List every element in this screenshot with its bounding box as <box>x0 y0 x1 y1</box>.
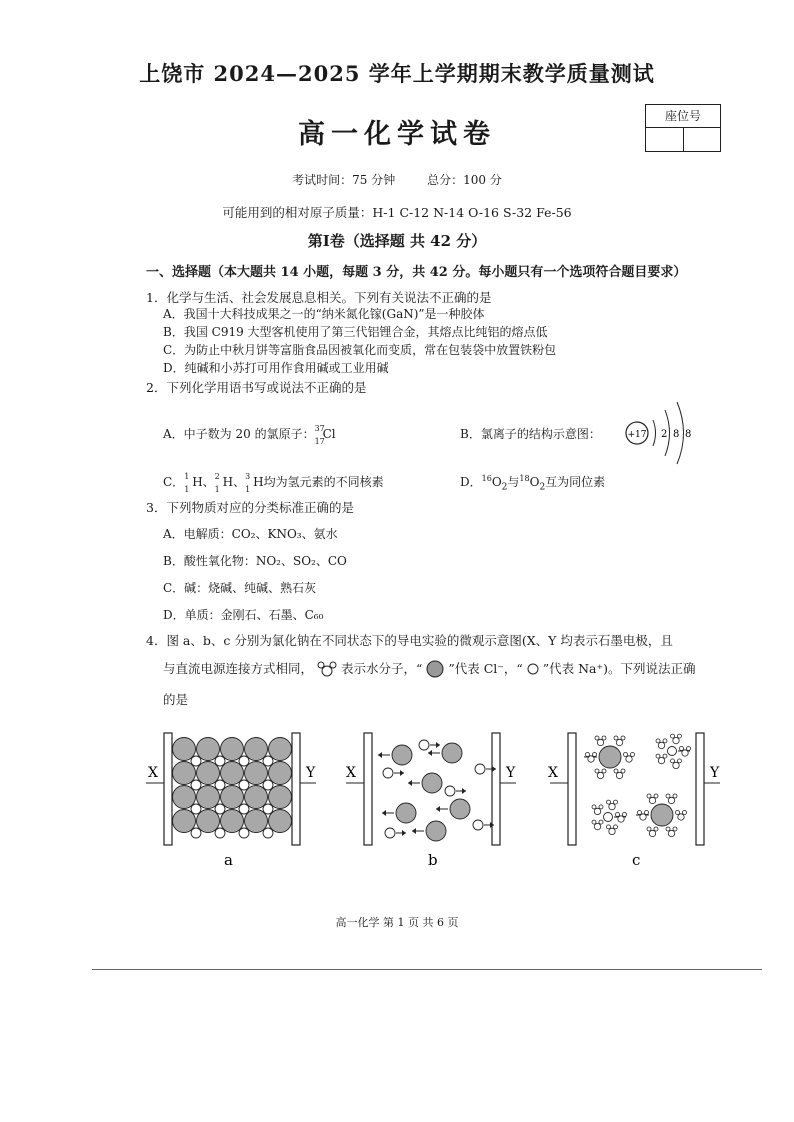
chloride-ion <box>269 810 292 833</box>
q2-option-d <box>460 473 605 492</box>
sodium-ion <box>419 740 429 750</box>
mass-number: 18 <box>519 474 530 483</box>
mobile-ions-b <box>378 740 496 841</box>
label-y-a: Y <box>306 765 316 781</box>
h-symbol: H <box>222 475 234 489</box>
exam-meta <box>0 171 794 188</box>
hydrated-chloride-ion <box>599 746 621 768</box>
sodium-ion <box>191 828 201 838</box>
atomic-masses: 可能用到的相对原子质量：H-1 C-12 N-14 O-16 S-32 Fe-56 <box>222 205 572 220</box>
q4-line-2 <box>163 659 695 678</box>
chloride-ion <box>426 821 446 841</box>
electrode-x-b <box>364 733 372 845</box>
o-symbol: O <box>491 475 502 489</box>
sodium-ion <box>263 756 273 766</box>
q2-option-a-text: A．中子数为 20 的氯原子： <box>163 427 315 441</box>
chloride-ion <box>221 786 244 809</box>
sodium-ion-icon <box>527 663 539 675</box>
hydrated-sodium-ion <box>604 813 613 822</box>
nacl-conduction-figures <box>140 725 740 875</box>
q2-option-d-label: D． <box>460 475 482 489</box>
bottom-rule <box>92 969 762 970</box>
seat-cell-2 <box>684 128 721 151</box>
sodium-ion <box>239 828 249 838</box>
page-footer: 高一化学 第 1 页 共 6 页 <box>335 916 459 929</box>
q1-stem: 1．化学与生活、社会发展息息相关。下列有关说法不正确的是 <box>146 290 492 305</box>
chloride-ion <box>173 786 196 809</box>
exam-total-score: 总分：100 分 <box>427 173 502 187</box>
chloride-ion-structure-diagram <box>620 398 710 470</box>
section-heading: 一、选择题（本大题共 14 小题，每题 3 分，共 42 分。每小题只有一个选项符合题目要求） <box>146 265 687 280</box>
q3-option-a: A．电解质：CO₂、KNO₃、氨水 <box>163 527 338 541</box>
q4-line-3: 的是 <box>163 692 189 707</box>
q3-option-b: B．酸性氧化物：NO₂、SO₂、CO <box>163 554 347 568</box>
shell-electrons-2: 8 <box>673 429 680 440</box>
q4-line-2-part-c: ”代表 Cl⁻，“ <box>448 661 523 676</box>
chloride-ion-icon <box>426 660 444 678</box>
q2-option-c-text: 均为氢元素的不同核素 <box>263 475 384 489</box>
h-symbol: H <box>253 475 264 489</box>
chloride-ion <box>396 803 416 823</box>
electrode-x-c <box>568 733 576 845</box>
chloride-ion <box>245 810 268 833</box>
q2-option-a-isotope <box>314 424 325 446</box>
hydrated-sodium-ion <box>668 747 677 756</box>
chloride-ion <box>442 743 462 763</box>
q1-option-d: D．纯碱和小苏打可用作食用碱或工业用碱 <box>163 361 389 375</box>
chloride-ion <box>173 810 196 833</box>
electrode-y-a <box>292 733 300 845</box>
q4-line-2-part-b: 表示水分子，“ <box>340 661 423 676</box>
hydrated-ions-c <box>584 734 691 837</box>
chloride-ion <box>269 762 292 785</box>
sodium-ion <box>383 768 393 778</box>
mass-number: 37 <box>314 424 325 433</box>
chloride-ion <box>245 762 268 785</box>
chloride-ion <box>422 773 442 793</box>
sodium-ion <box>473 820 483 830</box>
q2-option-a <box>163 424 336 446</box>
sodium-ion <box>385 828 395 838</box>
seat-number-box <box>645 104 721 152</box>
chloride-ion <box>245 738 268 761</box>
chloride-ion <box>197 810 220 833</box>
mass-number: 16 <box>481 474 492 483</box>
sodium-ion <box>239 780 249 790</box>
o-symbol: O <box>529 475 540 489</box>
exam-subject-title: 高一化学试卷 <box>298 119 496 150</box>
figure-b-molten-nacl <box>346 733 516 869</box>
chloride-ion <box>197 762 220 785</box>
hydrogen-3 <box>245 472 253 494</box>
figure-label-b: b <box>428 851 438 869</box>
chloride-ion <box>450 799 470 819</box>
h-symbol: H <box>192 475 203 489</box>
sodium-ion <box>239 756 249 766</box>
mass-number: 2 <box>214 472 220 481</box>
q1-option-c: C．为防止中秋月饼等富脂食品因被氧化而变质，常在包装袋中放置铁粉包 <box>163 343 557 357</box>
q1-option-a: A．我国十大科技成果之一的“纳米氮化镓(GaN)”是一种胶体 <box>163 307 485 321</box>
electrode-x-a <box>164 733 172 845</box>
q2-option-d-text: 互为同位素 <box>545 475 606 489</box>
atomic-number: 17 <box>314 437 325 446</box>
sodium-ion <box>445 786 455 796</box>
chloride-ion <box>269 786 292 809</box>
sodium-ion <box>239 804 249 814</box>
q2-option-c-label: C． <box>163 475 185 489</box>
separator: 、 <box>233 475 246 489</box>
mass-number: 1 <box>184 472 190 481</box>
separator: 、 <box>202 475 215 489</box>
q2-option-b: B．氯离子的结构示意图： <box>460 427 601 441</box>
chloride-ion <box>197 738 220 761</box>
seat-cell-1 <box>646 128 684 151</box>
chloride-ion <box>197 786 220 809</box>
sodium-ion <box>263 780 273 790</box>
element-symbol: Cl <box>322 427 336 441</box>
exam-header-title: 上饶市 2024—2025 学年上学期期末教学质量测试 <box>139 61 655 86</box>
chloride-ion <box>221 762 244 785</box>
sodium-ion <box>215 756 225 766</box>
subscript: 2 <box>539 482 546 493</box>
atomic-number: 1 <box>214 485 220 494</box>
sodium-ion <box>191 756 201 766</box>
sodium-ion <box>215 780 225 790</box>
sodium-ion <box>215 804 225 814</box>
chloride-ion <box>173 738 196 761</box>
exam-time: 考试时间：75 分钟 <box>292 173 396 187</box>
sodium-ion <box>191 804 201 814</box>
figure-label-a: a <box>224 851 233 869</box>
chloride-ion <box>221 810 244 833</box>
label-x-c: X <box>548 765 558 781</box>
figure-c-nacl-solution <box>548 733 720 869</box>
seat-number-label: 座位号 <box>646 105 720 128</box>
label-y-b: Y <box>506 765 516 781</box>
atomic-number: 1 <box>245 485 251 494</box>
hydrogen-1 <box>184 472 192 494</box>
part-heading: 第Ⅰ卷（选择题 共 42 分） <box>307 232 487 250</box>
chloride-ion <box>392 745 412 765</box>
mass-number: 3 <box>245 472 251 481</box>
shell-electrons-3: 8 <box>685 429 692 440</box>
atomic-number: 1 <box>184 485 190 494</box>
chloride-ion <box>173 762 196 785</box>
hydrogen-2 <box>214 472 223 494</box>
water-molecule-icon <box>317 661 337 677</box>
q3-stem: 3．下列物质对应的分类标准正确的是 <box>146 500 354 515</box>
figure-a-solid-nacl <box>146 733 316 869</box>
chloride-ion <box>269 738 292 761</box>
hydrated-chloride-ion <box>651 804 673 826</box>
ion-lattice-a <box>173 738 292 839</box>
q4-line-2-part-a: 与直流电源连接方式相同， <box>163 661 314 676</box>
q1-option-b: B．我国 C919 大型客机使用了第三代铝锂合金，其熔点比纯铝的熔点低 <box>163 325 548 339</box>
electrode-y-c <box>696 733 704 845</box>
electrode-y-b <box>492 733 500 845</box>
q4-line-2-part-d: ”代表 Na⁺)。下列说法正确 <box>542 661 696 676</box>
label-x-b: X <box>346 765 356 781</box>
sodium-ion <box>215 828 225 838</box>
q2-option-c <box>163 472 384 494</box>
q4-line-1: 4．图 a、b、c 分别为氯化钠在不同状态下的导电实验的微观示意图(X、Y 均表示石墨电极，且 <box>146 633 673 648</box>
sodium-ion <box>263 828 273 838</box>
chloride-ion <box>221 738 244 761</box>
conjunction: 与 <box>507 475 520 489</box>
sodium-ion <box>475 764 485 774</box>
subscript: 2 <box>501 482 508 493</box>
q2-stem: 2．下列化学用语书写或说法不正确的是 <box>146 380 367 395</box>
figure-label-c: c <box>632 851 641 869</box>
chloride-ion <box>245 786 268 809</box>
shell-electrons-1: 2 <box>661 429 668 440</box>
sodium-ion <box>191 780 201 790</box>
label-x-a: X <box>148 765 158 781</box>
ion-nucleus-charge: +17 <box>627 430 647 440</box>
sodium-ion <box>263 804 273 814</box>
label-y-c: Y <box>710 765 720 781</box>
q3-option-c: C．碱：烧碱、纯碱、熟石灰 <box>163 581 317 595</box>
q3-option-d: D．单质：金刚石、石墨、C₆₀ <box>163 608 324 622</box>
